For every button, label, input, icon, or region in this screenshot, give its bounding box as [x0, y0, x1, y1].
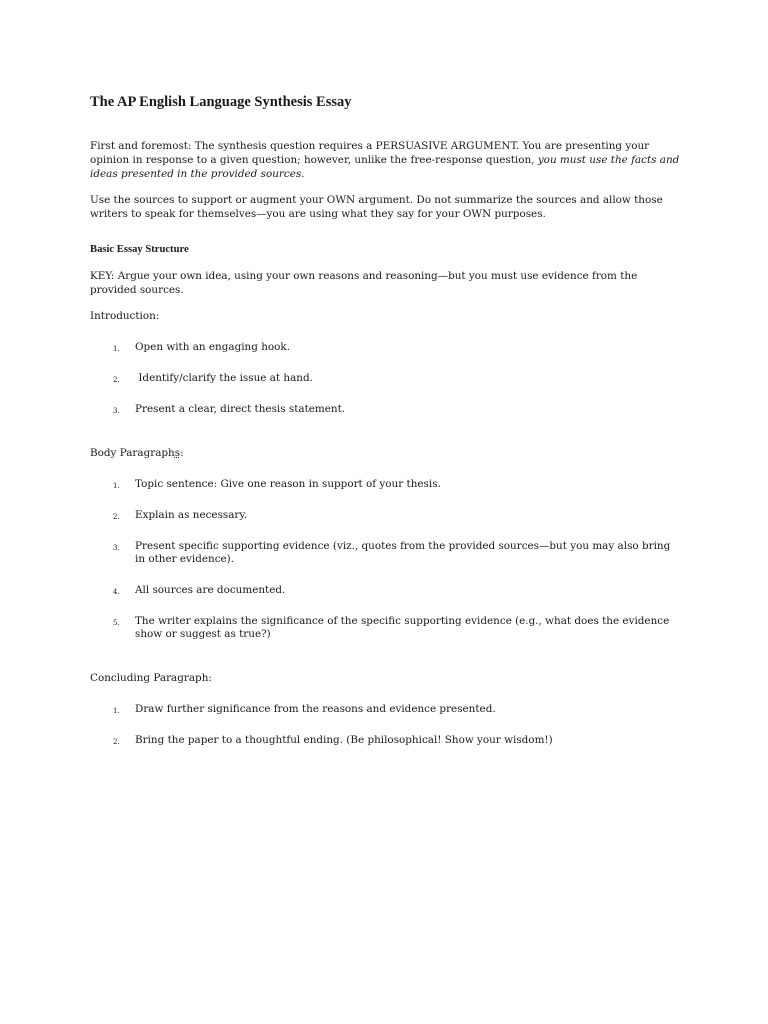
concluding-label: Concluding Paragraph:	[90, 672, 212, 684]
body-label-colon: :	[180, 447, 184, 459]
key-paragraph: KEY: Argue your own idea, using your own reasons and reasoning—but you must use evidence from the provided sources.	[90, 270, 638, 296]
body-paragraphs-list	[90, 478, 680, 641]
list-item-text: Topic sentence: Give one reason in support of your thesis.	[135, 478, 441, 490]
intro-paragraph-2: Use the sources to support or augment your OWN argument. Do not summarize the sources and allow those writers to speak for themselves—you are using what they say for your OWN purposes.	[90, 194, 663, 220]
concluding-list	[90, 703, 680, 747]
list-number: 4.	[113, 588, 120, 596]
list-item-text: The writer explains the significance of the specific supporting evidence (e.g., what does the evidence show or suggest as true?)	[135, 615, 670, 640]
body-label-text: Body Paragraph	[90, 447, 175, 459]
list-number: 2.	[113, 738, 120, 746]
list-item	[90, 341, 680, 354]
list-number: 5.	[113, 619, 120, 627]
list-number: 1.	[113, 345, 120, 353]
intro-paragraph-1-italic: you must use the facts and ideas presented in the provided sources	[90, 154, 680, 180]
list-number: 3.	[113, 544, 120, 552]
list-item	[90, 584, 680, 597]
list-item-text: Draw further significance from the reasons and evidence presented.	[135, 703, 496, 715]
list-item-text: Bring the paper to a thoughtful ending. (Be philosophical! Show your wisdom!)	[135, 734, 553, 746]
list-number: 2.	[113, 513, 120, 521]
intro-paragraph-1	[90, 139, 680, 181]
list-item	[90, 703, 680, 716]
intro-paragraph-1-end: .	[301, 168, 305, 180]
list-item	[90, 403, 680, 416]
list-item	[90, 734, 680, 747]
list-item-text: Open with an engaging hook.	[135, 341, 291, 353]
list-item-text: Present a clear, direct thesis statement.	[135, 403, 346, 415]
introduction-label: Introduction:	[90, 310, 160, 322]
document-title: The AP English Language Synthesis Essay	[90, 94, 352, 110]
introduction-list	[90, 341, 680, 416]
intro-paragraph-1-text: First and foremost: The synthesis question requires a PERSUASIVE ARGUMENT. You are presenting your opinion in response to a given question; however, unlike the free-response question,	[90, 140, 650, 166]
list-number: 1.	[113, 482, 120, 490]
list-number: 3.	[113, 407, 120, 415]
list-item-text: Identify/clarify the issue at hand.	[135, 372, 313, 384]
list-item	[90, 509, 680, 522]
list-number: 2.	[113, 376, 120, 384]
structure-heading: Basic Essay Structure	[90, 244, 189, 255]
list-item-text: Explain as necessary.	[135, 509, 248, 521]
document-page	[90, 92, 680, 765]
list-item	[90, 540, 680, 566]
list-item	[90, 615, 680, 641]
body-paragraphs-label	[90, 446, 680, 460]
body-label-s: s	[174, 447, 181, 459]
list-item-text: All sources are documented.	[135, 584, 286, 596]
list-number: 1.	[113, 707, 120, 715]
list-item	[90, 478, 680, 491]
list-item-text: Present specific supporting evidence (viz., quotes from the provided sources—but you may also bring in other evidence).	[135, 540, 671, 565]
list-item	[90, 372, 680, 385]
